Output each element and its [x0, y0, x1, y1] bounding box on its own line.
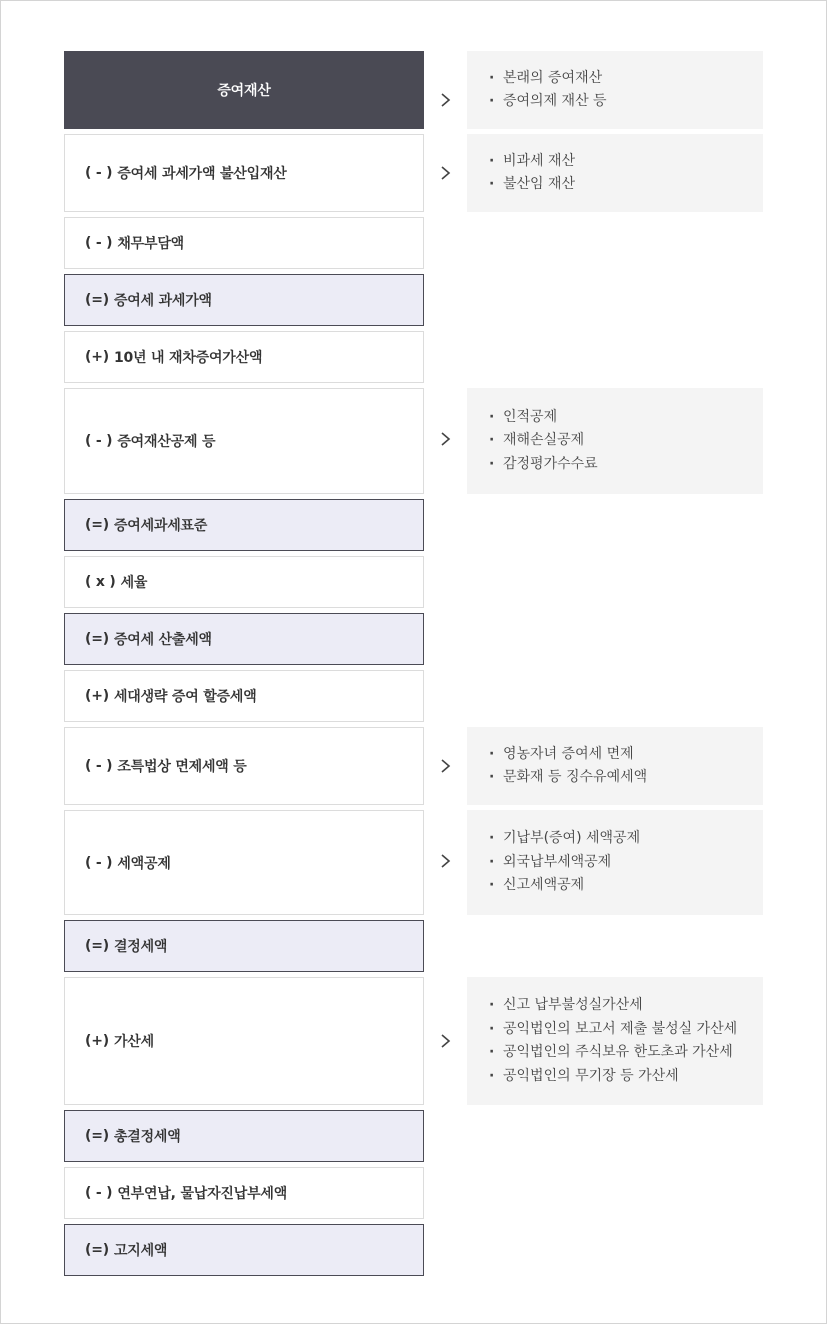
note-item: · 재해손실공제 — [489, 429, 763, 453]
note-item: · 신고세액공제 — [489, 874, 763, 898]
step-label: 증여세과세표준 — [113, 518, 208, 534]
step-operator: (+) — [85, 688, 109, 704]
step-installment-payment — [64, 1167, 424, 1219]
step-label: 결정세액 — [113, 939, 168, 955]
step-label: 고지세액 — [113, 1243, 168, 1259]
step-operator: ( - ) — [85, 1185, 113, 1201]
step-label: 증여세 과세가액 — [113, 293, 212, 309]
chevron-right-icon — [437, 430, 455, 448]
step-operator: ( - ) — [85, 433, 113, 449]
note-item: · 비과세 재산 — [489, 150, 763, 174]
step-label: 세대생략 증여 할증세액 — [113, 689, 257, 705]
step-operator: (=) — [85, 1128, 109, 1144]
note-item: · 인적공제 — [489, 406, 763, 430]
step-tax-credits — [64, 810, 424, 915]
note-deductions — [467, 388, 763, 494]
step-label: 총결정세액 — [113, 1129, 181, 1145]
step-label: 세액공제 — [117, 855, 171, 872]
step-operator: (=) — [85, 631, 109, 647]
note-item: · 증여의제 재산 등 — [489, 90, 763, 114]
step-calculated-tax — [64, 613, 424, 665]
note-tax-credits — [467, 810, 763, 915]
chevron-right-icon — [437, 164, 455, 182]
note-gift-property — [467, 51, 763, 129]
chevron-right-icon — [437, 852, 455, 870]
step-label: 연부연납, 물납자진납부세액 — [117, 1186, 288, 1202]
note-penalties — [467, 977, 763, 1105]
step-operator: (=) — [85, 1242, 109, 1258]
step-operator: ( x ) — [85, 574, 116, 590]
step-label: 조특법상 면제세액 등 — [117, 759, 247, 775]
step-operator: (=) — [85, 292, 109, 308]
note-item: · 감정평가수수료 — [489, 453, 763, 477]
step-operator: (=) — [85, 517, 109, 533]
note-item: · 본래의 증여재산 — [489, 67, 763, 91]
step-label: 세율 — [120, 575, 148, 591]
note-item: · 공익법인의 주식보유 한도초과 가산세 — [489, 1041, 763, 1065]
note-exemptions — [467, 727, 763, 805]
step-label: 증여세 과세가액 불산입재산 — [117, 166, 287, 182]
step-debt — [64, 217, 424, 269]
chevron-right-icon — [437, 91, 455, 109]
note-non-included — [467, 134, 763, 212]
step-generation-skip-surcharge — [64, 670, 424, 722]
step-operator: ( - ) — [85, 165, 113, 181]
step-operator: ( - ) — [85, 235, 113, 251]
note-item: · 외국납부세액공제 — [489, 851, 763, 875]
step-label: 10년 내 재차증여가산액 — [113, 350, 263, 366]
step-operator: ( - ) — [85, 854, 113, 871]
step-property-deduction — [64, 388, 424, 494]
note-item: · 신고 납부불성실가산세 — [489, 994, 763, 1018]
step-gift-property — [64, 51, 424, 129]
note-item: · 불산임 재산 — [489, 173, 763, 197]
step-operator: (+) — [85, 349, 109, 365]
step-total-determined-tax — [64, 1110, 424, 1162]
note-item: · 기납부(증여) 세액공제 — [489, 827, 763, 851]
step-operator: ( - ) — [85, 758, 113, 774]
step-non-included-property — [64, 134, 424, 212]
step-label: 증여재산공제 등 — [117, 434, 216, 450]
step-tax-rate — [64, 556, 424, 608]
step-label: 증여재산 — [217, 83, 271, 99]
chevron-right-icon — [437, 1032, 455, 1050]
note-item: · 문화재 등 징수유예세액 — [489, 766, 763, 790]
step-label: 채무부담액 — [117, 236, 184, 252]
step-operator: (+) — [85, 1033, 109, 1049]
note-item: · 공익법인의 무기장 등 가산세 — [489, 1065, 763, 1089]
step-notified-tax — [64, 1224, 424, 1276]
step-label: 증여세 산출세액 — [113, 632, 212, 648]
step-taxable-value — [64, 274, 424, 326]
step-10yr-addition — [64, 331, 424, 383]
step-tax-base — [64, 499, 424, 551]
step-determined-tax — [64, 920, 424, 972]
step-exemptions — [64, 727, 424, 805]
note-item: · 공익법인의 보고서 제출 불성실 가산세 — [489, 1018, 763, 1042]
chevron-right-icon — [437, 757, 455, 775]
step-penalty-tax — [64, 977, 424, 1105]
step-operator: (=) — [85, 938, 109, 954]
note-item: · 영농자녀 증여세 면제 — [489, 743, 763, 767]
step-label: 가산세 — [113, 1034, 154, 1050]
